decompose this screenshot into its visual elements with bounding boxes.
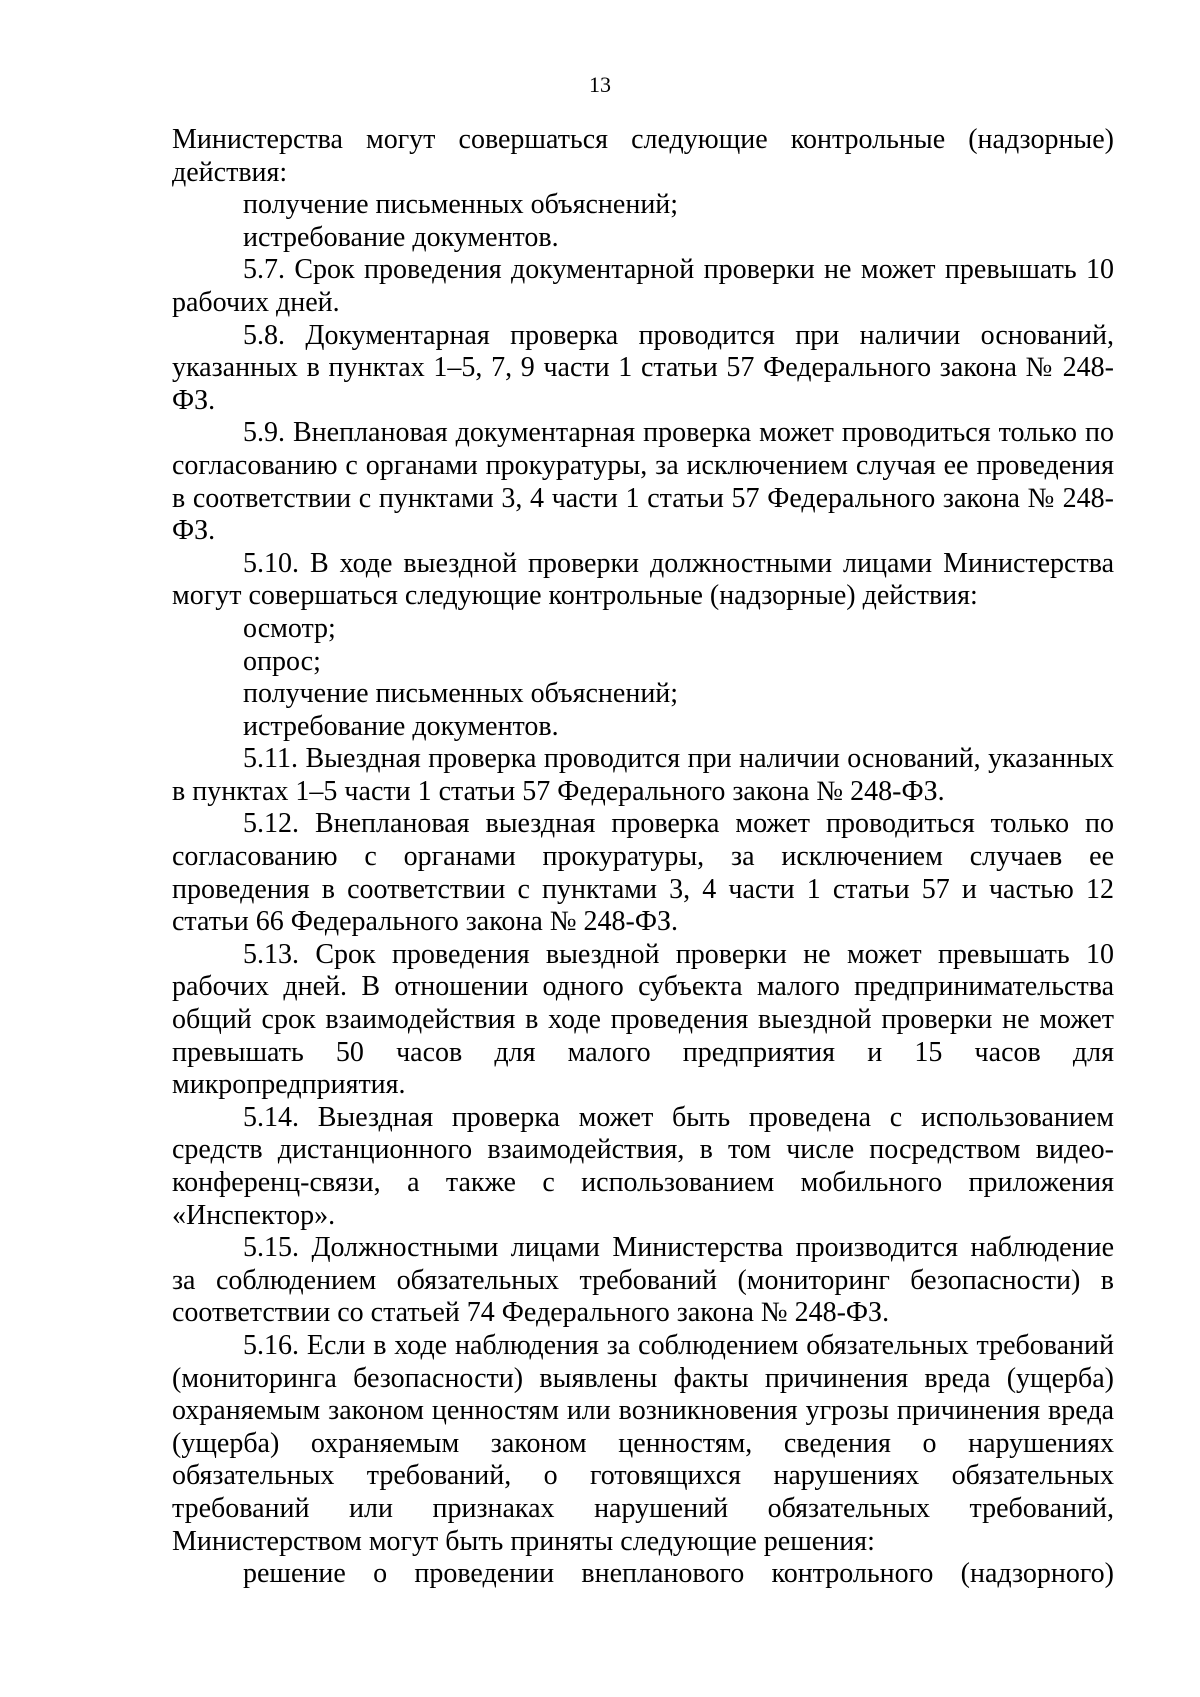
paragraph: получение письменных объяснений; xyxy=(243,678,679,710)
paragraph: получение письменных объяснений; xyxy=(243,189,679,221)
paragraph: опрос; xyxy=(243,645,321,677)
paragraph: Министерства могут совершаться следующие контрольные (надзорные) действия: xyxy=(172,124,1114,188)
page-number: 13 xyxy=(589,72,611,97)
paragraph: 5.8. Документарная проверка проводится при наличии оснований, указанных в пунктах 1–5, 7, 9 части 1 статьи 57 Федерального закона № 248-ФЗ. xyxy=(172,319,1114,416)
paragraph: 5.7. Срок проведения документарной проверки не может превышать 10 рабочих дней. xyxy=(172,254,1114,318)
paragraph: 5.16. Если в ходе наблюдения за соблюдением обязательных требований (мониторинга безопасности) выявлены факты причинения вреда (ущерба) охраняемым законом ценностям или возникновения угрозы причинения вреда (ущерба) охраняемым законом ценностям, сведения о нарушениях обязательных требований, о готовящихся нарушениях обязательных требований или признаках нарушений обязательных требований, Министерством могут быть приняты следующие решения: xyxy=(172,1329,1114,1557)
paragraph: 5.15. Должностными лицами Министерства производится наблюдение за соблюдением обязательных требований (мониторинг безопасности) в соответствии со статьей 74 Федерального закона № 248-ФЗ. xyxy=(172,1232,1114,1329)
paragraph: 5.11. Выездная проверка проводится при наличии оснований, указанных в пунктах 1–5 части 1 статьи 57 Федерального закона № 248-ФЗ. xyxy=(172,743,1114,807)
paragraph: 5.14. Выездная проверка может быть проведена с использованием средств дистанционного взаимодействия, в том числе посредством видео-конференц-связи, а также с использованием мобильного приложения «Инспектор». xyxy=(172,1101,1114,1231)
paragraph: 5.10. В ходе выездной проверки должностными лицами Министерства могут совершаться следующие контрольные (надзорные) действия: xyxy=(172,547,1114,612)
paragraph: истребование документов. xyxy=(243,710,559,742)
paragraph: истребование документов. xyxy=(243,221,559,253)
paragraph: решение о проведении внепланового контрольного (надзорного) xyxy=(243,1558,1114,1590)
paragraph: 5.9. Внеплановая документарная проверка может проводиться только по согласованию с органами прокуратуры, за исключением случая ее проведения в соответствии с пунктами 3, 4 части 1 статьи 57 Федерального закона № 248-ФЗ. xyxy=(172,417,1114,547)
paragraph: 5.12. Внеплановая выездная проверка может проводиться только по согласованию с органами прокуратуры, за исключением случаев ее проведения в соответствии с пунктами 3, 4 части 1 статьи 57 и частью 12 статьи 66 Федерального закона № 248-ФЗ. xyxy=(172,808,1114,938)
paragraph: осмотр; xyxy=(243,612,336,644)
paragraph: 5.13. Срок проведения выездной проверки не может превышать 10 рабочих дней. В отношении одного субъекта малого предпринимательства общий срок взаимодействия в ходе проведения выездной проверки не может превышать 50 часов для малого предприятия и 15 часов для микропредприятия. xyxy=(172,938,1114,1101)
document-body xyxy=(172,124,1114,1591)
